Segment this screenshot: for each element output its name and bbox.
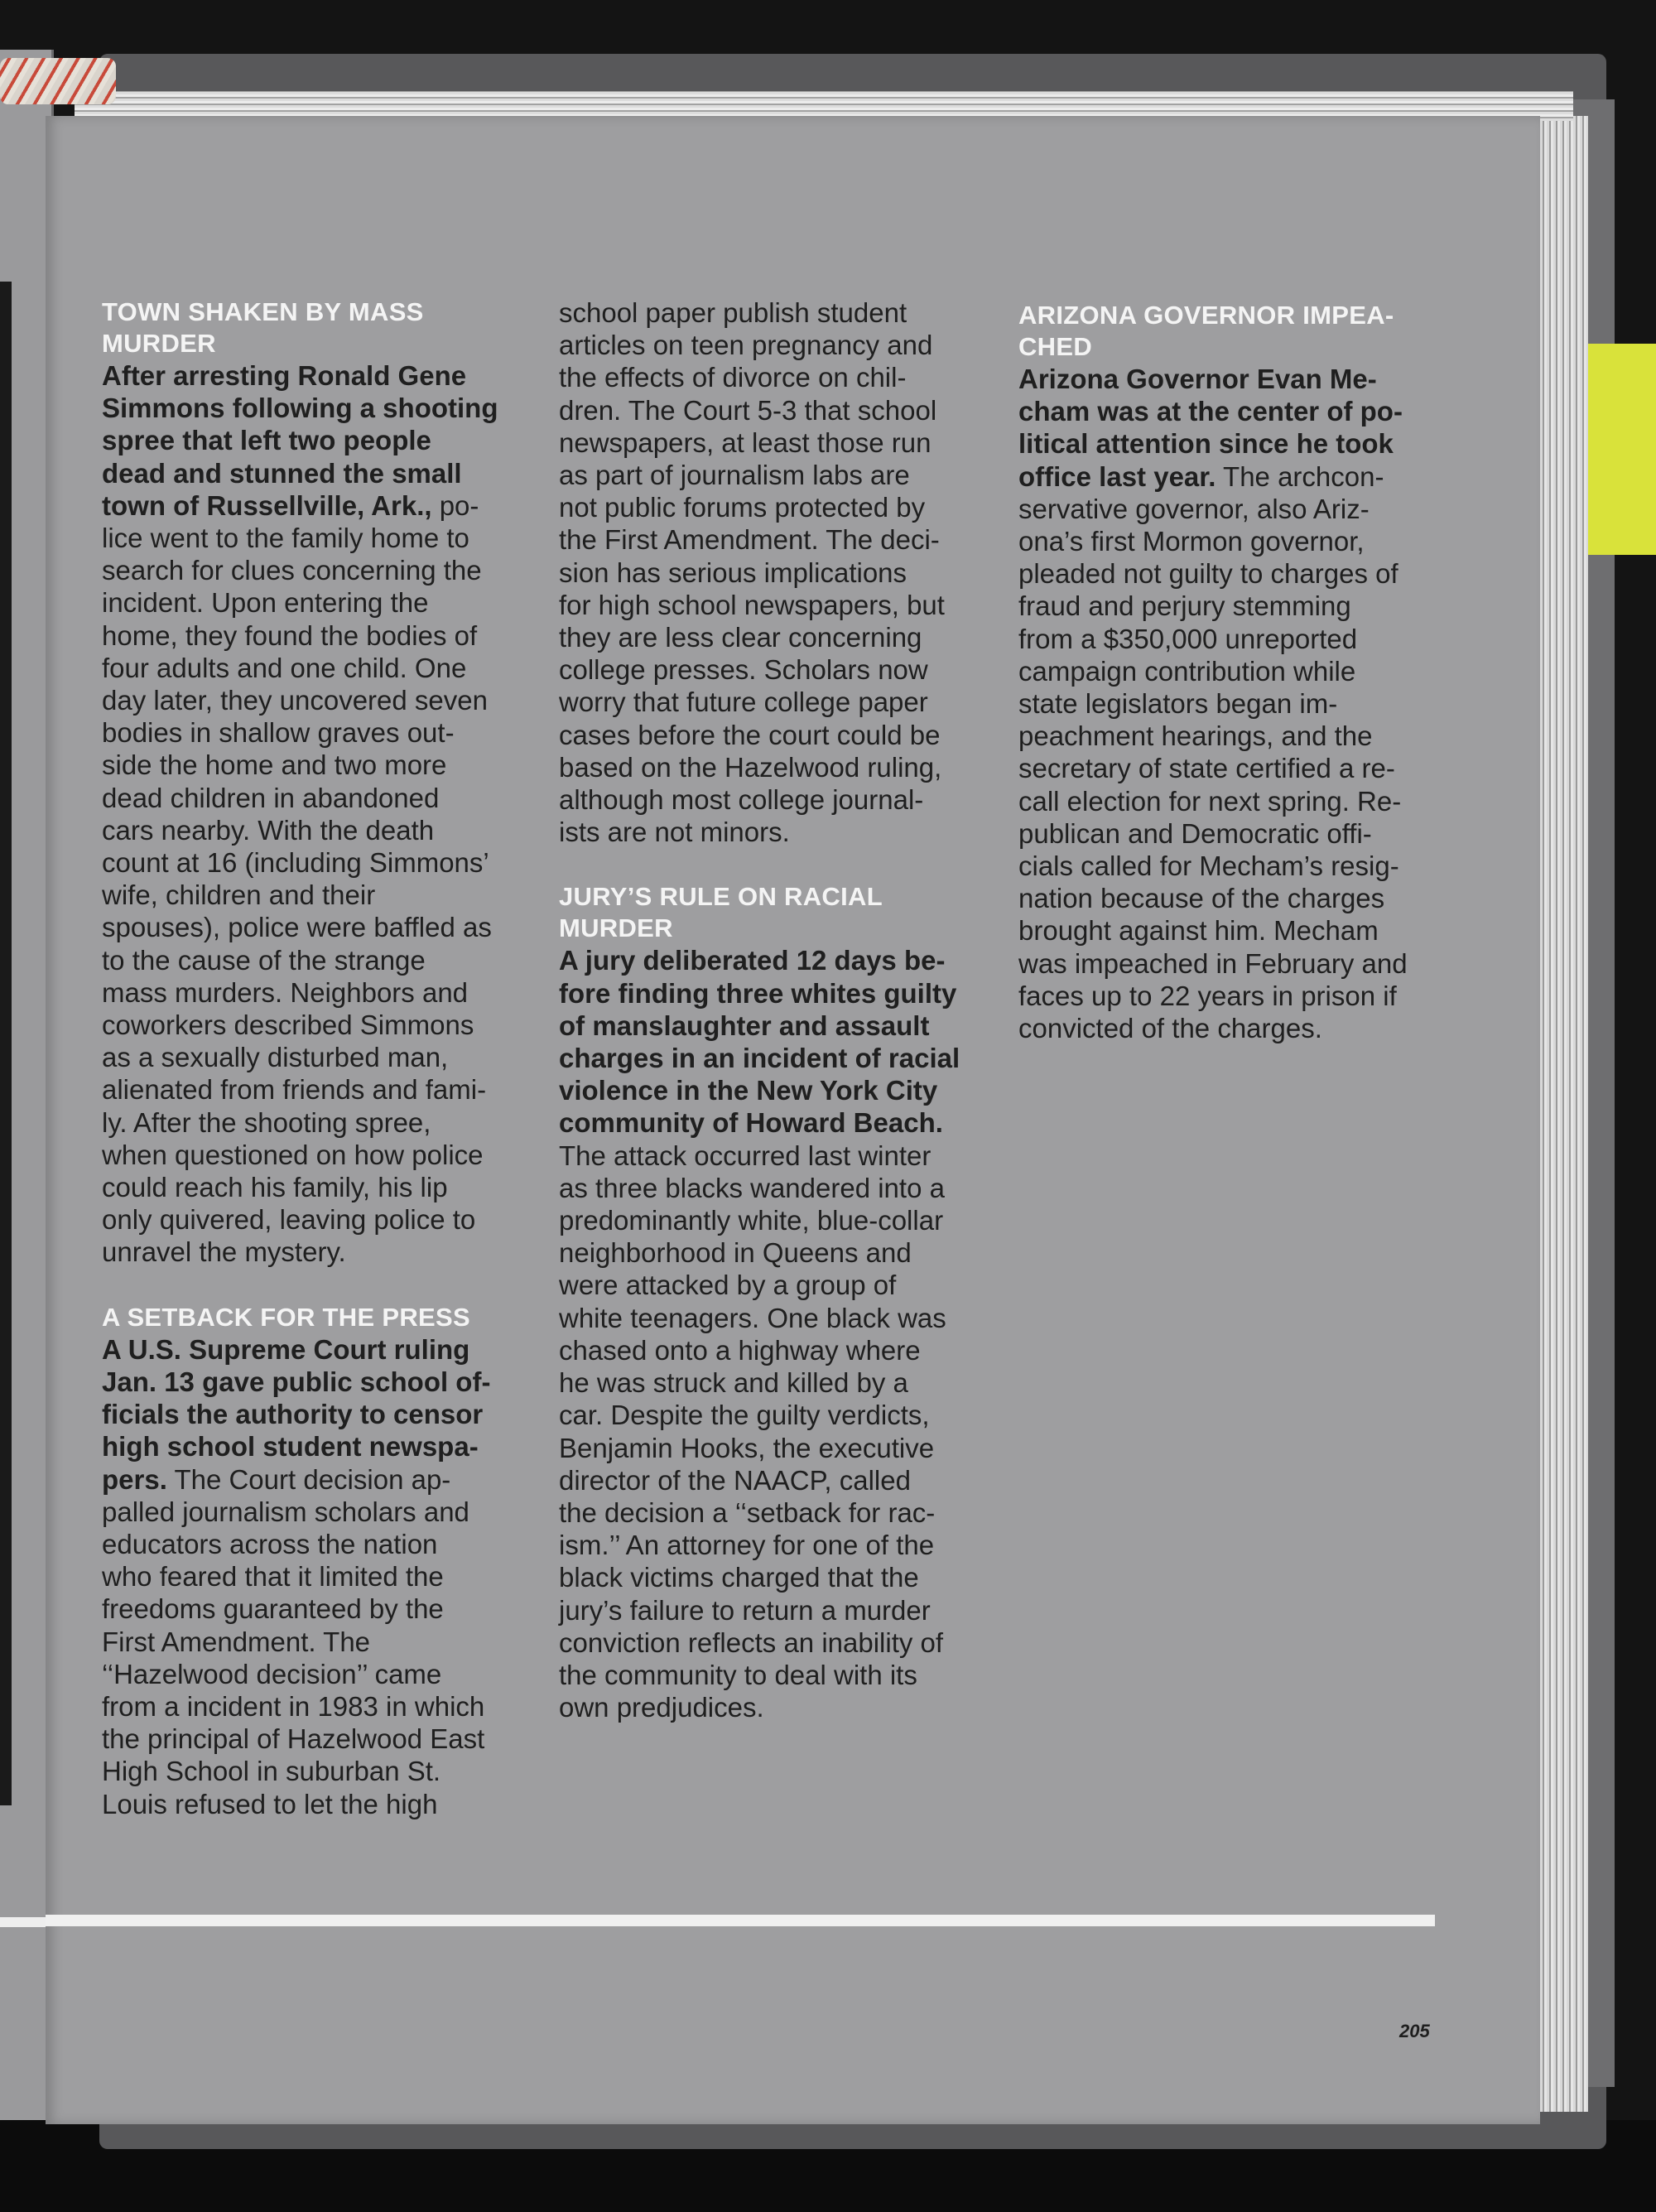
text-line-content: car. Despite the guilty verdicts, xyxy=(559,1400,930,1431)
text-line xyxy=(102,1788,549,1820)
text-line-content: pers. xyxy=(102,1463,167,1495)
text-line-content: litical attention since he took xyxy=(1018,428,1394,460)
text-line xyxy=(102,1139,549,1171)
text-line-content: as part of journalism labs are xyxy=(559,460,910,491)
text-line xyxy=(1018,427,1466,460)
text-line-content: the principal of Hazelwood East xyxy=(102,1723,485,1755)
text-line xyxy=(559,783,1006,816)
text-line-content: dead and stunned the small xyxy=(102,457,462,489)
text-line-content: home, they found the bodies of xyxy=(102,619,478,651)
text-line-content: ‘‘Hazelwood decision’’ came xyxy=(102,1658,442,1689)
text-line xyxy=(102,814,549,846)
text-line-content: campaign contribution while xyxy=(1018,655,1356,687)
text-line-content: of manslaughter and assault xyxy=(559,1010,930,1041)
text-line xyxy=(102,1593,549,1625)
bookmark-ribbon xyxy=(0,58,116,104)
article-body-setback-press xyxy=(102,1333,549,1820)
text-line-content: dead children in abandoned xyxy=(102,782,440,813)
text-line-content: nation because of the charges xyxy=(1018,883,1385,914)
article-body-town-shaken xyxy=(102,359,549,1269)
text-line xyxy=(559,719,1006,751)
text-line xyxy=(559,296,1006,329)
text-line xyxy=(559,1236,1006,1269)
text-line xyxy=(559,1432,1006,1464)
text-line-content: newspapers, at least those run xyxy=(559,426,932,458)
text-line xyxy=(559,1302,1006,1334)
text-line xyxy=(559,686,1006,718)
text-line-content: count at 16 (including Simmons’ xyxy=(102,847,489,879)
text-line-continuation: The Court decision ap- xyxy=(166,1463,451,1495)
text-line-content: pleaded not guilty to charges of xyxy=(1018,558,1398,590)
text-line-content: spree that left two people xyxy=(102,425,431,456)
text-line xyxy=(102,1106,549,1139)
text-line xyxy=(559,459,1006,491)
text-line xyxy=(1018,914,1466,947)
text-line-content: conviction reflects an inability of xyxy=(559,1626,944,1658)
text-line xyxy=(102,619,549,652)
text-line xyxy=(1018,395,1466,427)
text-line xyxy=(102,392,549,424)
text-line-content: cham was at the center of po- xyxy=(1018,396,1403,427)
text-line xyxy=(559,1204,1006,1236)
text-line-content: from a incident in 1983 in which xyxy=(102,1690,485,1722)
text-line-content: Arizona Governor Evan Me- xyxy=(1018,364,1377,394)
text-line-content: the First Amendment. The deci- xyxy=(559,524,940,556)
text-line-content: articles on teen pregnancy and xyxy=(559,330,933,361)
text-line-content: as three blacks wandered into a xyxy=(559,1172,945,1203)
text-line xyxy=(559,361,1006,393)
text-line-content: black victims charged that the xyxy=(559,1562,919,1593)
text-line-content: wife, children and their xyxy=(102,879,376,911)
text-line xyxy=(559,491,1006,523)
text-line-content: spouses), police were baffled as xyxy=(102,912,492,943)
text-line-content: director of the NAACP, called xyxy=(559,1464,911,1496)
text-line-content: fore finding three whites guilty xyxy=(559,977,957,1009)
text-line-content: High School in suburban St. xyxy=(102,1756,441,1787)
text-line-content: ona’s first Mormon governor, xyxy=(1018,526,1365,557)
text-line-content: not public forums protected by xyxy=(559,492,926,523)
text-line xyxy=(1018,817,1466,850)
text-line xyxy=(559,1140,1006,1172)
text-line xyxy=(102,976,549,1009)
text-line-content: although most college journal- xyxy=(559,784,924,816)
text-line-continuation: po- xyxy=(431,489,479,521)
text-line-content: from a $350,000 unreported xyxy=(1018,623,1358,654)
text-line-content: they are less clear concerning xyxy=(559,622,922,653)
text-line xyxy=(559,1106,1006,1139)
text-line xyxy=(559,653,1006,686)
headline-setback-press: A SETBACK FOR THE PRESS xyxy=(102,1302,470,1332)
text-line xyxy=(1018,363,1466,395)
text-line-content: cials called for Mecham’s resig- xyxy=(1018,851,1399,882)
text-line xyxy=(1018,752,1466,784)
text-line xyxy=(1018,525,1466,557)
text-line-content: school paper publish student xyxy=(559,297,907,328)
text-line-content: office last year. xyxy=(1018,460,1216,492)
article-body-arizona-governor xyxy=(1018,363,1466,1044)
headline-jury-rule: JURY’S RULE ON RACIAL MURDER xyxy=(559,882,883,943)
text-line xyxy=(559,329,1006,361)
text-line xyxy=(102,1009,549,1041)
text-line xyxy=(1018,785,1466,817)
text-line-content: who feared that it limited the xyxy=(102,1561,444,1593)
text-line-content: the effects of divorce on chil- xyxy=(559,362,907,393)
text-line xyxy=(559,426,1006,459)
text-line-content: mass murders. Neighbors and xyxy=(102,976,469,1008)
text-line xyxy=(102,911,549,943)
text-line xyxy=(102,1236,549,1268)
text-line-content: A U.S. Supreme Court ruling xyxy=(102,1333,470,1365)
text-line-content: to the cause of the strange xyxy=(102,944,426,976)
text-line xyxy=(102,424,549,456)
text-line-content: convicted of the charges. xyxy=(1018,1013,1322,1044)
text-line xyxy=(102,489,549,522)
article-body-jury-rule xyxy=(559,944,1006,1723)
text-line-content: town of Russellville, Ark., xyxy=(102,489,432,521)
text-line xyxy=(1018,590,1466,622)
text-line xyxy=(102,1690,549,1723)
text-line-content: was impeached in February and xyxy=(1018,947,1408,979)
text-line xyxy=(559,751,1006,783)
text-line xyxy=(102,1203,549,1236)
text-line xyxy=(102,1463,549,1496)
text-line-content: freedoms guaranteed by the xyxy=(102,1593,444,1625)
text-line xyxy=(559,557,1006,589)
text-line xyxy=(559,1496,1006,1529)
text-line-content: unravel the mystery. xyxy=(102,1236,346,1268)
text-line xyxy=(102,1755,549,1787)
text-line-content: fraud and perjury stemming xyxy=(1018,590,1351,622)
text-line-content: Simmons following a shooting xyxy=(102,393,498,424)
text-line xyxy=(1018,460,1466,493)
text-line-continuation: The archcon- xyxy=(1216,460,1384,492)
text-line-content: only quivered, leaving police to xyxy=(102,1204,476,1236)
text-line xyxy=(1018,687,1466,720)
text-line xyxy=(559,1172,1006,1204)
text-line xyxy=(102,1366,549,1398)
text-line-content: chased onto a highway where xyxy=(559,1334,921,1366)
text-line-content: white teenagers. One black was xyxy=(559,1302,946,1333)
text-line-content: peachment hearings, and the xyxy=(1018,720,1373,752)
text-line xyxy=(1018,850,1466,882)
text-line-content: A jury deliberated 12 days be- xyxy=(559,945,946,976)
text-line xyxy=(102,879,549,911)
text-line xyxy=(559,621,1006,653)
text-line xyxy=(102,586,549,619)
text-line-content: coworkers described Simmons xyxy=(102,1010,474,1041)
text-line xyxy=(102,716,549,749)
text-line-content: jury’s failure to return a murder xyxy=(559,1594,931,1626)
text-line-content: the community to deal with its xyxy=(559,1659,917,1690)
page-footer-rule xyxy=(46,1915,1435,1926)
column-1 xyxy=(102,296,549,1820)
text-line-content: college presses. Scholars now xyxy=(559,654,928,686)
text-line-content: cases before the court could be xyxy=(559,719,941,750)
text-line-content: Jan. 13 gave public school of- xyxy=(102,1366,491,1397)
text-line-content: lice went to the family home to xyxy=(102,523,469,554)
text-line xyxy=(559,1334,1006,1366)
facing-page-image-edge xyxy=(0,282,12,1805)
text-line-content: charges in an incident of racial xyxy=(559,1043,960,1074)
text-line xyxy=(102,1430,549,1463)
text-line-content: incident. Upon entering the xyxy=(102,587,429,619)
text-line xyxy=(102,359,549,392)
text-line xyxy=(102,1398,549,1430)
column-3 xyxy=(1018,300,1466,1044)
text-line xyxy=(1018,947,1466,980)
text-line xyxy=(102,782,549,814)
text-line xyxy=(559,1010,1006,1042)
text-line-content: worry that future college paper xyxy=(559,687,928,718)
text-line xyxy=(102,1723,549,1755)
text-line-content: when questioned on how police xyxy=(102,1139,484,1170)
text-line xyxy=(559,523,1006,556)
text-line-content: community of Howard Beach. xyxy=(559,1107,943,1139)
text-line-content: publican and Democratic offi- xyxy=(1018,817,1372,849)
text-line-content: neighborhood in Queens and xyxy=(559,1237,912,1269)
text-line xyxy=(102,1333,549,1366)
text-line xyxy=(559,589,1006,621)
text-line xyxy=(559,1074,1006,1106)
text-line-content: ficials the authority to censor xyxy=(102,1399,484,1430)
headline-arizona-governor: ARIZONA GOVERNOR IMPEA- CHED xyxy=(1018,301,1394,361)
text-line xyxy=(559,977,1006,1010)
headline-town-shaken: TOWN SHAKEN BY MASS MURDER xyxy=(102,297,424,358)
text-line-content: ists are not minors. xyxy=(559,817,790,848)
text-line xyxy=(102,457,549,489)
text-line xyxy=(1018,720,1466,752)
text-line-content: Benjamin Hooks, the executive xyxy=(559,1432,935,1463)
text-line-content: violence in the New York City xyxy=(559,1075,938,1106)
text-line-content: search for clues concerning the xyxy=(102,555,482,586)
text-line xyxy=(559,1042,1006,1074)
text-line xyxy=(559,1366,1006,1399)
text-line-content: call election for next spring. Re- xyxy=(1018,785,1402,817)
text-line xyxy=(102,1041,549,1073)
text-line xyxy=(102,652,549,684)
text-line-content: for high school newspapers, but xyxy=(559,589,945,620)
text-line-content: high school student newspa- xyxy=(102,1431,479,1463)
text-line xyxy=(559,816,1006,848)
text-line-content: brought against him. Mecham xyxy=(1018,915,1379,947)
text-line xyxy=(1018,882,1466,914)
text-line-content: After arresting Ronald Gene xyxy=(102,360,467,391)
text-line xyxy=(559,1594,1006,1626)
text-line xyxy=(1018,655,1466,687)
text-line xyxy=(102,1658,549,1690)
text-line-content: were attacked by a group of xyxy=(559,1270,897,1301)
text-line xyxy=(559,1561,1006,1593)
text-line-content: secretary of state certified a re- xyxy=(1018,753,1395,784)
text-line xyxy=(102,1496,549,1528)
text-line xyxy=(102,1528,549,1560)
text-line xyxy=(559,1659,1006,1691)
text-line xyxy=(559,1529,1006,1561)
text-line xyxy=(102,684,549,716)
text-line xyxy=(559,394,1006,426)
text-line-content: ism.’’ An attorney for one of the xyxy=(559,1530,935,1561)
text-line-content: palled journalism scholars and xyxy=(102,1496,469,1527)
text-line xyxy=(559,1399,1006,1431)
text-line xyxy=(559,1626,1006,1659)
text-line xyxy=(1018,493,1466,525)
text-line-content: cars nearby. With the death xyxy=(102,814,435,846)
text-line-content: servative governor, also Ariz- xyxy=(1018,493,1370,524)
text-line-content: the decision a ‘‘setback for rac- xyxy=(559,1496,936,1528)
text-line xyxy=(559,1464,1006,1496)
text-line xyxy=(559,944,1006,976)
text-line-content: First Amendment. The xyxy=(102,1626,371,1657)
text-line-content: ly. After the shooting spree, xyxy=(102,1106,431,1138)
text-line xyxy=(102,554,549,586)
text-line xyxy=(102,1560,549,1593)
article-body-setback-continued xyxy=(559,296,1006,848)
text-line-content: The attack occurred last winter xyxy=(559,1140,932,1171)
text-line-content: sion has serious implications xyxy=(559,557,907,588)
text-line xyxy=(102,944,549,976)
text-line xyxy=(102,846,549,879)
text-line-content: alienated from friends and fami- xyxy=(102,1074,487,1106)
text-line-content: predominantly white, blue-collar xyxy=(559,1205,944,1236)
text-line-content: day later, they uncovered seven xyxy=(102,685,488,716)
text-line xyxy=(102,1626,549,1658)
column-2 xyxy=(559,296,1006,1723)
text-line-content: educators across the nation xyxy=(102,1528,438,1559)
text-line xyxy=(102,749,549,781)
text-line-content: as a sexually disturbed man, xyxy=(102,1042,449,1073)
text-line-content: faces up to 22 years in prison if xyxy=(1018,980,1397,1011)
magazine-page xyxy=(46,116,1540,2124)
text-line xyxy=(559,1691,1006,1723)
text-line-content: he was struck and killed by a xyxy=(559,1367,908,1399)
page-stack-edge xyxy=(1540,116,1588,2112)
text-line xyxy=(102,1073,549,1106)
text-line xyxy=(1018,623,1466,655)
text-line-content: state legislators began im- xyxy=(1018,688,1338,720)
text-line xyxy=(102,522,549,554)
text-line-content: four adults and one child. One xyxy=(102,652,467,683)
text-line-content: bodies in shallow graves out- xyxy=(102,717,455,749)
text-line-content: based on the Hazelwood ruling, xyxy=(559,751,942,783)
page-number: 205 xyxy=(1399,2021,1430,2041)
text-line-content: own predjudices. xyxy=(559,1692,764,1723)
page-tab-marker xyxy=(1588,344,1656,555)
text-line-content: Louis refused to let the high xyxy=(102,1788,438,1819)
text-line-content: side the home and two more xyxy=(102,749,447,781)
text-line xyxy=(1018,1012,1466,1044)
text-line xyxy=(1018,980,1466,1012)
text-line-content: dren. The Court 5-3 that school xyxy=(559,394,937,426)
facing-page-rule xyxy=(0,1917,50,1927)
text-line xyxy=(1018,557,1466,590)
text-line xyxy=(102,1171,549,1203)
text-line-content: could reach his family, his lip xyxy=(102,1172,448,1203)
text-line xyxy=(559,1269,1006,1301)
